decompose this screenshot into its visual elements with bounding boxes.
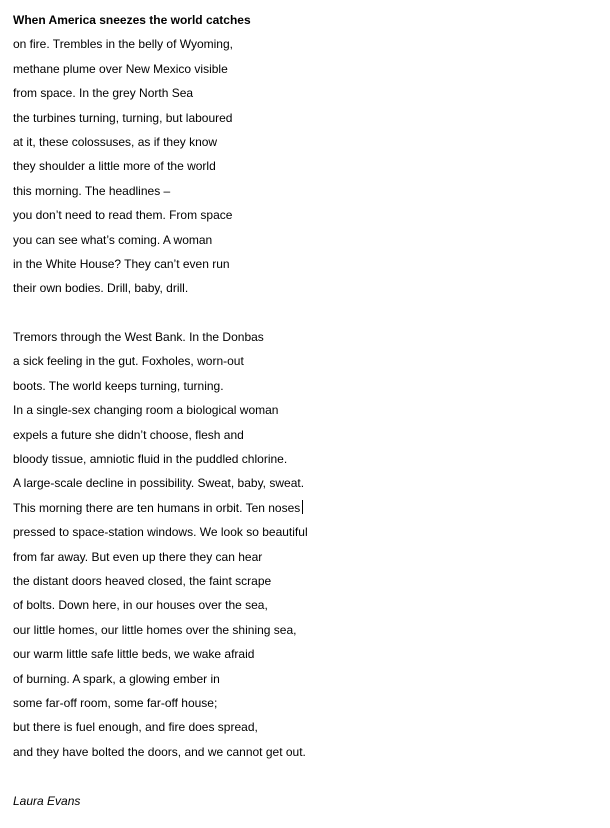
poem-line-with-cursor[interactable] [13,496,603,520]
poem-line: some far-off room, some far-off house; [13,695,218,710]
poem-line: In a single-sex changing room a biological woman [13,403,279,418]
poem-line: expels a future she didn’t choose, flesh and [13,427,244,442]
poem-line: the distant doors heaved closed, the faint scrape [13,573,272,588]
poem-line: they shoulder a little more of the world [13,159,216,174]
poem-line: boots. The world keeps turning, turning. [13,378,224,393]
poem-line: from space. In the grey North Sea [13,86,194,101]
poem-line: pressed to space-station windows. We look so beautiful [13,525,308,540]
poem-line: the turbines turning, turning, but laboured [13,110,233,125]
poem-line: you don’t need to read them. From space [13,208,233,223]
poem-line: our little homes, our little homes over the shining sea, [13,622,297,637]
stanza-1 [13,32,603,300]
poem-line: methane plume over New Mexico visible [13,61,228,76]
poem-line: from far away. But even up there they can hear [13,549,263,564]
poem-line: in the White House? They can’t even run [13,256,230,271]
poem-line: our warm little safe little beds, we wake afraid [13,647,255,662]
stanza-break [13,301,603,325]
poem-line: this morning. The headlines – [13,183,171,198]
poem-line: bloody tissue, amniotic fluid in the puddled chlorine. [13,452,288,467]
poem-line: and they have bolted the doors, and we cannot get out. [13,744,306,759]
stanza-break [13,764,603,788]
poem-line: A large-scale decline in possibility. Sweat, baby, sweat. [13,476,305,491]
poem-line: their own bodies. Drill, baby, drill. [13,281,189,296]
author-name: Laura Evans [13,793,81,808]
poem-line: a sick feeling in the gut. Foxholes, worn-out [13,354,244,369]
poem-line: at it, these colossuses, as if they know [13,134,218,149]
poem-line: of burning. A spark, a glowing ember in [13,671,220,686]
poem-line: of bolts. Down here, in our houses over the sea, [13,598,268,613]
poem-line: on fire. Trembles in the belly of Wyoming, [13,37,233,52]
poem-title: When America sneezes the world catches [13,13,251,27]
text-cursor [302,500,303,514]
poem-line: you can see what’s coming. A woman [13,232,213,247]
poem-line: Tremors through the West Bank. In the Donbas [13,330,264,345]
poem [13,8,603,813]
poem-line-text: This morning there are ten humans in orbit. Ten noses [13,500,301,515]
stanza-2 [13,325,603,764]
poem-line: but there is fuel enough, and fire does spread, [13,720,258,735]
